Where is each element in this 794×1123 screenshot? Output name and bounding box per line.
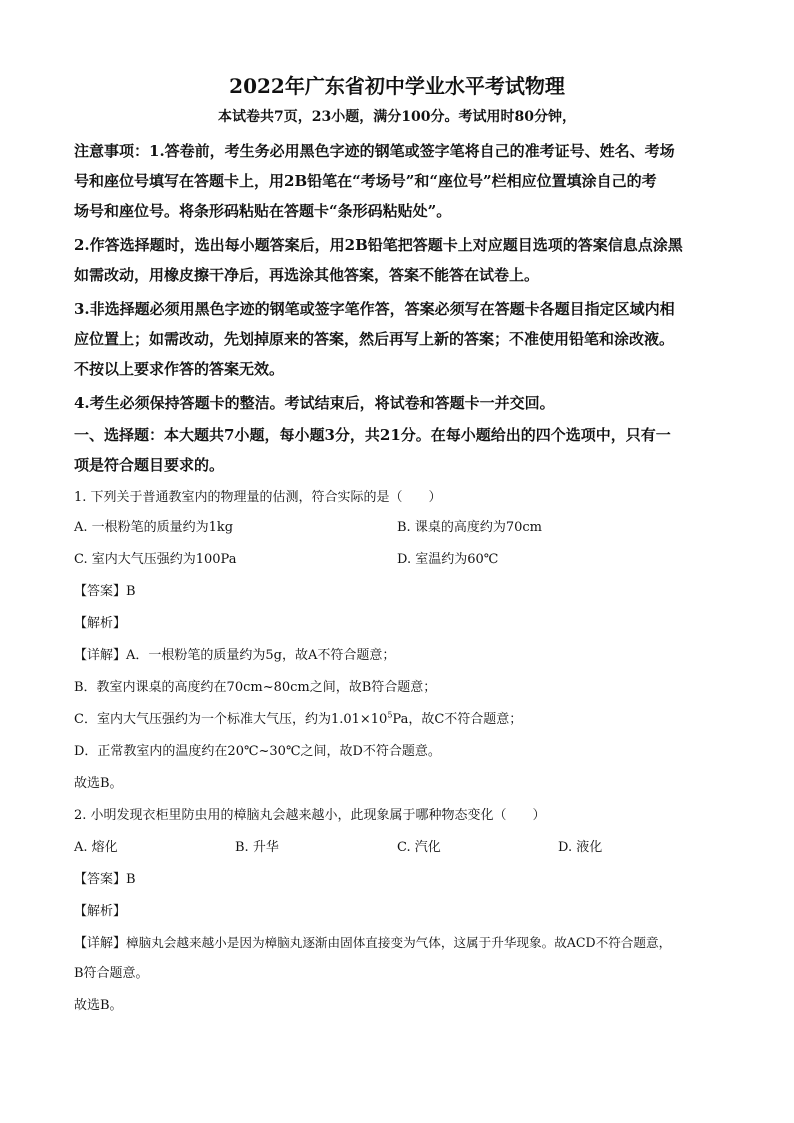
question-2-option-a: A. 熔化	[74, 840, 118, 855]
question-2-detail-line-2: B符合题意。	[74, 966, 149, 981]
answer-tag: 【答案】	[74, 584, 127, 599]
answer-value: B	[126, 872, 136, 887]
detail-tag: 【详解】	[74, 648, 127, 663]
note-3-line-1: 3.非选择题必须用黑色字迹的钢笔或签字笔作答，答案必须写在答题卡各题目指定区域内相	[74, 300, 675, 318]
question-1-option-b: B. 课桌的高度约为70cm	[397, 520, 542, 535]
question-2-detail-line-1	[74, 932, 734, 951]
detail-c-pre: C．室内大气压强约为一个标准大气压，约为1.01×10	[74, 712, 388, 727]
question-1-answer	[74, 580, 734, 599]
question-2-conclusion: 故选B。	[74, 998, 123, 1013]
exam-subtitle: 本试卷共7页，23小题，满分100分。考试用时80分钟，	[218, 109, 576, 125]
answer-tag: 【答案】	[74, 872, 127, 887]
note-1-line-1: 注意事项：1.答卷前，考生务必用黑色字迹的钢笔或签字笔将自己的准考证号、姓名、考场	[74, 142, 675, 160]
question-2-option-c: C. 汽化	[397, 840, 441, 855]
question-2-answer	[74, 868, 734, 887]
detail-c-post: Pa，故C不符合题意；	[392, 712, 523, 727]
note-2-line-2: 如需改动，用橡皮擦干净后，再选涂其他答案，答案不能答在试卷上。	[74, 266, 540, 284]
question-2-stem: 2. 小明发现衣柜里防虫用的樟脑丸会越来越小，此现象属于哪种物态变化（ ）	[74, 808, 546, 823]
question-1-analysis-tag: 【解析】	[74, 616, 127, 631]
question-1-option-c: C. 室内大气压强约为100Pa	[74, 552, 237, 567]
question-2-option-d: D. 液化	[558, 840, 603, 855]
section-heading-line-2: 项是符合题目要求的。	[74, 456, 225, 474]
note-1-line-2: 号和座位号填写在答题卡上，用2B铅笔在“考场号”和“座位号”栏相应位置填涂自己的考	[74, 172, 657, 190]
note-3-line-3: 不按以上要求作答的答案无效。	[74, 360, 285, 378]
question-2-option-b: B. 升华	[235, 840, 279, 855]
question-1-detail-b: B．教室内课桌的高度约在70cm~80cm之间，故B符合题意；	[74, 680, 437, 695]
note-3-line-2: 应位置上；如需改动，先划掉原来的答案，然后再写上新的答案；不准使用铅笔和涂改液。	[74, 330, 675, 348]
question-1-option-a: A. 一根粉笔的质量约为1kg	[74, 520, 234, 535]
question-1-detail-c	[74, 708, 734, 727]
question-2-analysis-tag: 【解析】	[74, 904, 127, 919]
detail-text: 樟脑丸会越来越小是因为樟脑丸逐渐由固体直接变为气体，这属于升华现象。故ACD不符合题意，	[126, 935, 672, 950]
note-2-line-1: 2.作答选择题时，选出每小题答案后，用2B铅笔把答题卡上对应题目选项的答案信息点涂黑	[74, 236, 683, 254]
question-1-option-d: D. 室温约为60℃	[397, 552, 499, 567]
question-1-detail-d: D．正常教室内的温度约在20℃~30℃之间，故D不符合题意。	[74, 744, 441, 759]
detail-tag: 【详解】	[74, 936, 127, 951]
note-4-line-1: 4.考生必须保持答题卡的整洁。考试结束后，将试卷和答题卡一并交回。	[74, 394, 555, 412]
answer-value: B	[126, 584, 136, 599]
section-heading-line-1: 一、选择题：本大题共7小题，每小题3分，共21分。在每小题给出的四个选项中，只有一	[74, 426, 671, 444]
detail-text: A．一根粉笔的质量约为5g，故A不符合题意；	[126, 648, 396, 663]
question-1-stem: 1. 下列关于普通教室内的物理量的估测，符合实际的是（ ）	[74, 490, 442, 505]
question-1-detail-a	[74, 644, 734, 663]
note-1-line-3: 场号和座位号。将条形码粘贴在答题卡“条形码粘贴处”。	[74, 202, 452, 220]
question-1-conclusion: 故选B。	[74, 776, 123, 791]
detail-c-exponent: 5	[387, 710, 393, 720]
page-title: 2022年广东省初中学业水平考试物理	[229, 74, 565, 98]
